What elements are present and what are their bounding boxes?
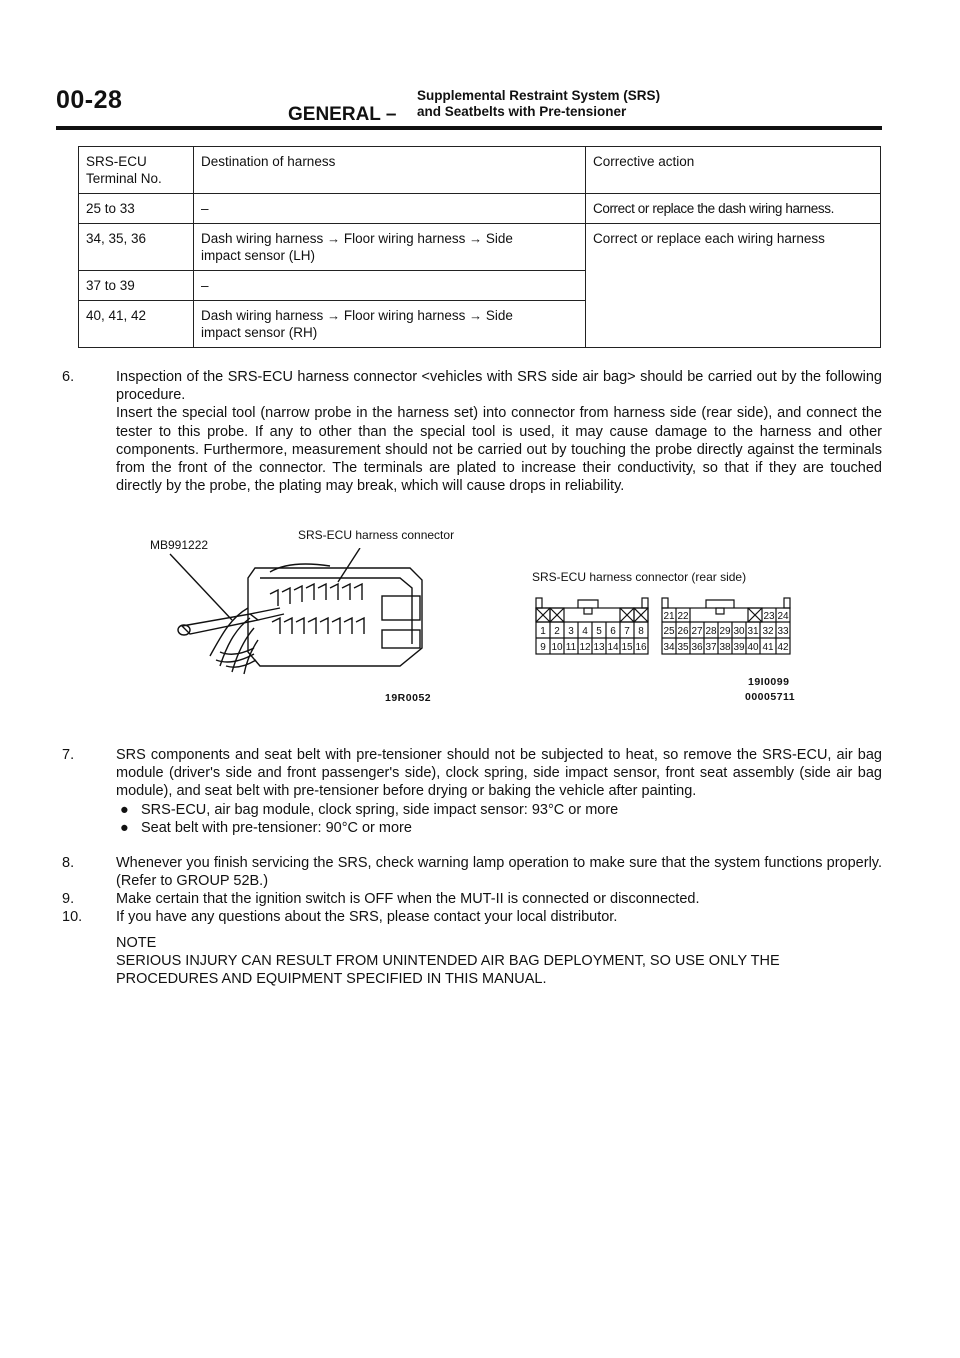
- header-action: Corrective action: [586, 147, 881, 194]
- figure-code-right: 19I0099: [748, 676, 790, 688]
- subtitle-line-2: and Seatbelts with Pre-tensioner: [417, 104, 627, 119]
- terminal-number: 31: [747, 626, 759, 637]
- terminal-number: 34: [663, 642, 675, 653]
- section-title: GENERAL –: [288, 104, 397, 125]
- cell-destination: [194, 301, 586, 348]
- step-text: SRS components and seat belt with pre-tensioner should not be subjected to heat, so remove the SRS-ECU, air bag module (driver's side and front passenger's side), clock spring, side impact sensor, front seat assembly (side air bag module), and seat belt with pre-tensioner before drying or baking the vehicle after painting.: [116, 747, 882, 800]
- note-text: SERIOUS INJURY CAN RESULT FROM UNINTENDED AIR BAG DEPLOYMENT, SO USE ONLY THE PROCEDURES AND EQUIPMENT SPECIFIED IN THIS MANUAL.: [116, 953, 780, 988]
- cell-destination: –: [194, 194, 586, 224]
- section-subtitle: [417, 88, 717, 120]
- table-row: [79, 224, 881, 271]
- probe-connector-illustration: [160, 548, 450, 678]
- dest-part: Floor wiring harness: [343, 308, 466, 323]
- header-rule: [56, 126, 882, 130]
- subtitle-line-1: Supplemental Restraint System (SRS): [417, 88, 661, 103]
- terminal-number: 33: [777, 626, 789, 637]
- step-10: [62, 908, 882, 926]
- note-block: [116, 934, 882, 989]
- terminal-number: 23: [763, 611, 775, 622]
- terminal-number: 11: [565, 642, 577, 653]
- terminal-number: 39: [733, 642, 745, 653]
- terminal-number: 41: [762, 642, 774, 653]
- terminal-number: 15: [621, 642, 633, 653]
- terminal-number: 36: [691, 642, 703, 653]
- bullet-item: [116, 819, 882, 837]
- figure-code-left: 19R0052: [385, 692, 432, 704]
- terminal-number: 13: [593, 642, 605, 653]
- terminal-number: 35: [677, 642, 689, 653]
- header-destination: Destination of harness: [194, 147, 586, 194]
- terminal-number: 22: [677, 611, 689, 622]
- terminal-number: 24: [777, 611, 789, 622]
- arrow-icon: →: [469, 231, 483, 246]
- bullet-icon: ●: [120, 819, 129, 836]
- step-text: Inspection of the SRS-ECU harness connector <vehicles with SRS side air bag> should be carried out by the following procedure.: [116, 369, 882, 404]
- terminal-table: [78, 146, 881, 348]
- bullet-item: [116, 801, 882, 819]
- step-8: [62, 854, 882, 890]
- dest-part: Dash wiring harness: [201, 308, 324, 323]
- step-6: [62, 368, 882, 495]
- arrow-icon: →: [327, 308, 341, 323]
- cell-terminal: 40, 41, 42: [79, 301, 194, 348]
- step-number: 8.: [62, 855, 75, 871]
- step-text: Make certain that the ignition switch is OFF when the MUT-II is connected or disconnected.: [116, 891, 700, 907]
- terminal-number: 26: [677, 626, 689, 637]
- terminal-number: 10: [551, 642, 563, 653]
- terminal-number: 6: [610, 626, 616, 637]
- terminal-number: 8: [638, 626, 644, 637]
- bullet-text: Seat belt with pre-tensioner: 90°C or more: [141, 819, 412, 836]
- terminal-number: 14: [607, 642, 619, 653]
- terminal-number: 42: [777, 642, 789, 653]
- table-header-row: [79, 147, 881, 194]
- step-text: Whenever you finish servicing the SRS, check warning lamp operation to make sure that the system functions properly. (Refer to GROUP 52B.): [116, 855, 882, 890]
- step-number: 6.: [62, 369, 75, 385]
- bullet-icon: ●: [120, 801, 129, 818]
- rear-side-terminal-diagram: [530, 592, 800, 658]
- cell-destination: –: [194, 271, 586, 301]
- terminal-number: 1: [540, 626, 546, 637]
- rear-connector-label: SRS-ECU harness connector (rear side): [532, 570, 747, 584]
- dest-part: impact sensor (LH): [201, 248, 316, 263]
- terminal-number: 28: [705, 626, 717, 637]
- terminal-number: 32: [762, 626, 774, 637]
- terminal-number: 9: [540, 642, 546, 653]
- cell-terminal: 37 to 39: [79, 271, 194, 301]
- step-number: 10.: [62, 909, 83, 925]
- step-7: [62, 746, 882, 837]
- arrow-icon: →: [327, 231, 341, 246]
- note-title: NOTE: [116, 935, 157, 951]
- terminal-number: 3: [568, 626, 574, 637]
- step-text: If you have any questions about the SRS, please contact your local distributor.: [116, 909, 618, 925]
- dest-part: impact sensor (RH): [201, 325, 318, 340]
- arrow-icon: →: [469, 308, 483, 323]
- tool-label: MB991222: [150, 538, 209, 552]
- terminal-number: 25: [663, 626, 675, 637]
- terminal-number: 5: [596, 626, 602, 637]
- terminal-number: 12: [579, 642, 591, 653]
- step-number: 9.: [62, 891, 75, 907]
- header-terminal: SRS-ECU Terminal No.: [79, 147, 194, 194]
- cell-action: Correct or replace the dash wiring harness.: [586, 194, 881, 224]
- terminal-number: 21: [663, 611, 675, 622]
- terminal-number: 7: [624, 626, 630, 637]
- figure-code-right-2: 00005711: [745, 691, 796, 703]
- terminal-number: 37: [705, 642, 717, 653]
- step-9: [62, 890, 882, 908]
- terminal-number: 29: [719, 626, 731, 637]
- terminal-number: 27: [691, 626, 703, 637]
- step-number: 7.: [62, 747, 75, 763]
- cell-action: Correct or replace each wiring harness: [586, 224, 881, 348]
- terminal-number: 38: [719, 642, 731, 653]
- page-number: 00-28: [56, 86, 123, 114]
- dest-part: Side: [485, 231, 513, 246]
- dest-part: Dash wiring harness: [201, 231, 324, 246]
- table-row: [79, 194, 881, 224]
- dest-part: Side: [485, 308, 513, 323]
- terminal-number: 30: [733, 626, 745, 637]
- dest-part: Floor wiring harness: [343, 231, 466, 246]
- terminal-number: 16: [635, 642, 647, 653]
- terminal-number: 4: [582, 626, 588, 637]
- cell-terminal: 25 to 33: [79, 194, 194, 224]
- terminal-number: 2: [554, 626, 560, 637]
- cell-destination: [194, 224, 586, 271]
- step-text: Insert the special tool (narrow probe in the harness set) into connector from harness side (rear side), and connect the tester to this probe. If any to other than the special tool is used, it may cause damage to the harness and other components. Furthermore, measurement should not be carried out by touching the probe directly against the terminals from the front of the connector. The terminals are plated to increase their conductivity, so that if they are touched directly by the probe, the plating may break, which will cause drops in reliability.: [116, 405, 882, 495]
- bullet-text: SRS-ECU, air bag module, clock spring, side impact sensor: 93°C or more: [141, 801, 619, 818]
- connector-label: SRS-ECU harness connector: [298, 528, 455, 542]
- terminal-number: 40: [747, 642, 759, 653]
- cell-terminal: 34, 35, 36: [79, 224, 194, 271]
